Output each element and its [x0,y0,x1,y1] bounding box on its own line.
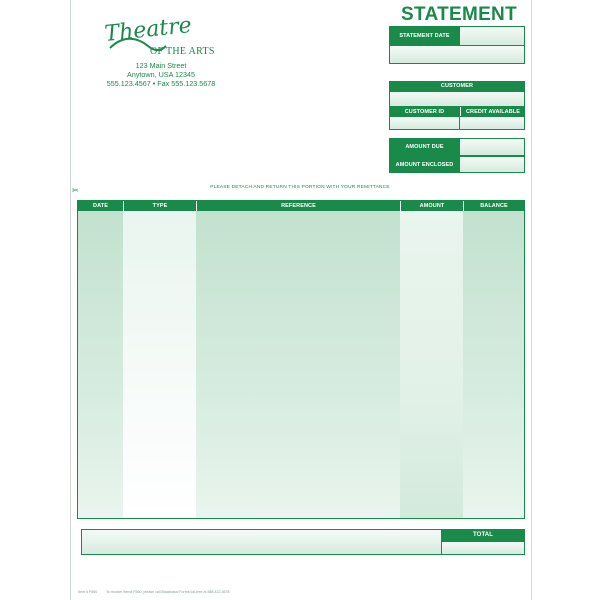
scissors-icon: ✂ [72,186,79,195]
logo-script-text: Theatre [103,13,193,48]
total-field[interactable] [441,541,525,555]
column-amount[interactable] [400,211,463,518]
total-label: TOTAL [441,529,525,541]
column-balance[interactable] [463,211,524,518]
address-street: 123 Main Street [135,61,187,70]
column-header-date: DATE [78,201,123,211]
credit-available-field[interactable] [459,116,525,130]
column-header-balance: BALANCE [463,201,524,211]
logo-sub-text: OF THE ARTS [150,46,215,57]
statement-date-extra-field[interactable] [389,45,525,64]
amount-enclosed-label: AMOUNT ENCLOSED [389,156,460,173]
detach-instruction: PLEASE DETACH AND RETURN THIS PORTION WITH YOUR REMITTANCE [210,185,390,190]
footer-item-number: Item # F560 [78,590,98,594]
amount-due-label: AMOUNT DUE [389,138,460,156]
column-header-reference: REFERENCE [196,201,400,211]
column-date[interactable] [78,211,123,518]
address-city: Anytown, USA 12345 [127,70,195,79]
amount-enclosed-field[interactable] [459,156,525,173]
column-header-amount: AMOUNT [400,201,463,211]
column-type[interactable] [123,211,196,518]
customer-field[interactable] [389,91,525,107]
customer-id-label: CUSTOMER ID [389,107,460,116]
page-title: STATEMENT [401,4,517,25]
footer-reorder-text: To reorder Item# F560, please call Blackbaud Forms toll-free at 888.422.3678 [106,590,230,594]
credit-available-label: CREDIT AVAILABLE [460,107,525,116]
customer-label: CUSTOMER [389,81,525,91]
column-header-type: TYPE [123,201,196,211]
statement-date-field[interactable] [459,26,525,46]
statement-date-label: STATEMENT DATE [389,26,460,46]
amount-due-field[interactable] [459,138,525,156]
address-phones: 555.123.4567 • Fax 555.123.5678 [106,79,216,88]
company-address [96,61,226,88]
customer-id-field[interactable] [389,116,460,130]
column-reference[interactable] [196,211,400,518]
total-message-area[interactable] [81,529,442,555]
